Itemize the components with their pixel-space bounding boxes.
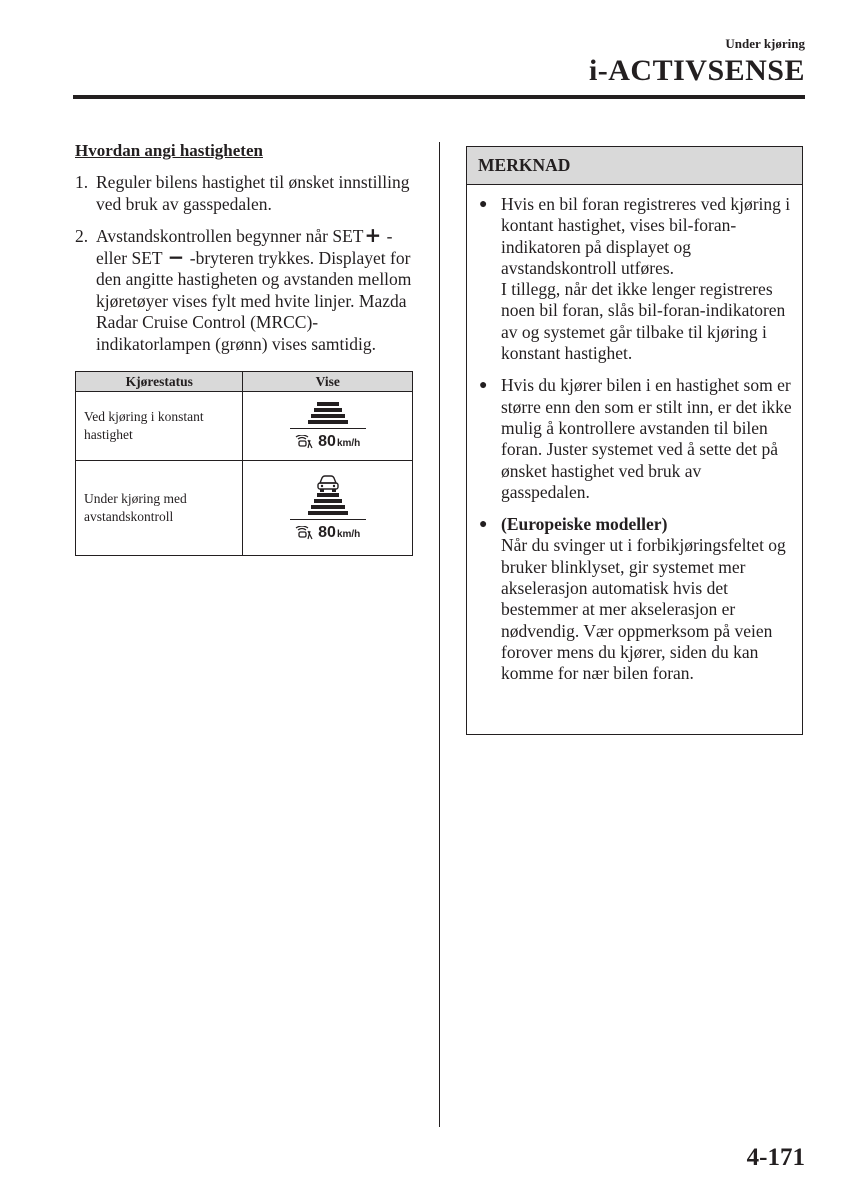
bullet-icon: ● xyxy=(479,378,488,394)
step-number: 1. xyxy=(75,172,89,192)
step-text-part: - eller SET xyxy=(96,226,393,268)
step-text: Reguler bilens hastighet til ønsket innstilling ved bruk av gasspedalen. xyxy=(96,172,410,214)
display-cell xyxy=(243,461,413,556)
step-text-part: -bryteren trykkes. Displayet for den angitte hastigheten og avstanden mellom kjøretøyer vises fylt med hvite linjer. Mazda Radar Cruise Control (MRCC)-indikatorlampen (grønn) vises samtidig. xyxy=(96,247,412,354)
distance-bars xyxy=(283,493,373,517)
cruise-display xyxy=(283,402,373,451)
notice-box xyxy=(466,146,803,735)
distance-bars xyxy=(283,402,373,426)
notice-item-text xyxy=(501,375,792,503)
notice-item xyxy=(479,194,792,364)
notice-item-text xyxy=(501,514,792,684)
minus-symbol: − xyxy=(167,244,185,269)
table-header-row xyxy=(76,372,413,392)
ground-line xyxy=(290,519,366,520)
notice-title: MERKNAD xyxy=(467,147,802,185)
distance-bar xyxy=(314,408,342,412)
set-speed-value: 80 xyxy=(318,523,336,541)
table-row xyxy=(76,461,413,556)
distance-bar xyxy=(317,402,339,406)
page-title: i-ACTIVSENSE xyxy=(588,54,805,87)
distance-bar xyxy=(308,420,348,424)
bullet-icon: ● xyxy=(479,517,488,533)
notice-text: Hvis en bil foran registreres ved kjøring i kontant hastighet, vises bil-foran-indikatoren på displayet og avstandskontroll utføres. xyxy=(501,194,791,278)
section-label: Under kjøring xyxy=(725,36,805,51)
step-text xyxy=(96,223,415,355)
step-number: 2. xyxy=(75,226,89,246)
radar-cruise-icon xyxy=(295,435,313,449)
step-text-part: Avstandskontrollen begynner når SET xyxy=(96,226,364,246)
notice-item xyxy=(479,514,792,684)
distance-bar xyxy=(311,414,345,418)
speed-unit: km/h xyxy=(336,437,361,449)
notice-lead: (Europeiske modeller) xyxy=(501,514,668,535)
distance-bar xyxy=(317,493,339,497)
set-speed-value: 80 xyxy=(318,432,336,450)
plus-symbol: + xyxy=(364,223,382,247)
notice-text: Hvis du kjører bilen i en hastighet som er større enn den som er stilt inn, er det ikke mulig å kontrollere avstanden til bilen foran. Juster systemet ved å sette det på ønsket hastighet ved bruk av gasspedalen. xyxy=(501,375,792,502)
driving-status-table xyxy=(75,371,413,556)
bullet-icon: ● xyxy=(479,197,488,212)
notice-list xyxy=(467,185,802,685)
section-heading: Hvordan angi hastigheten xyxy=(75,141,263,160)
speed-readout xyxy=(283,524,373,542)
speed-readout xyxy=(283,433,373,451)
speed-unit: km/h xyxy=(336,528,361,540)
table-header-display: Vise xyxy=(243,372,413,392)
notice-item-text xyxy=(501,194,792,364)
table-header-status: Kjørestatus xyxy=(76,372,243,392)
ground-line xyxy=(290,428,366,429)
status-cell: Under kjøring med avstandskontroll xyxy=(76,461,243,556)
left-column xyxy=(75,140,415,556)
notice-text: I tillegg, når det ikke lenger registreres noen bil foran, slås bil-foran-indikatoren av og systemet går tilbake til kjøring i konstant hastighet. xyxy=(501,279,786,364)
table-row xyxy=(76,392,413,461)
distance-bar xyxy=(308,511,348,515)
step-1 xyxy=(75,172,415,215)
steps-list xyxy=(75,172,415,355)
status-cell: Ved kjøring i konstant hastighet xyxy=(76,392,243,461)
header-rule xyxy=(73,95,805,99)
radar-cruise-icon xyxy=(295,526,313,540)
cruise-display xyxy=(283,475,373,542)
column-divider xyxy=(439,142,440,1127)
page-number: 4-171 xyxy=(746,1144,805,1171)
step-2 xyxy=(75,223,415,355)
display-cell xyxy=(243,392,413,461)
notice-text: Når du svinger ut i forbikjøringsfeltet og bruker blinklyset, gir systemet mer akselerasjon automatisk hvis det bestemmer at mer akselerasjon er nødvendig. Vær oppmerksom på veien forover mens du kjører, siden du kan komme for nær bilen foran. xyxy=(501,535,786,684)
car-ahead-icon xyxy=(316,475,340,492)
distance-bar xyxy=(314,499,342,503)
distance-bar xyxy=(311,505,345,509)
notice-item xyxy=(479,375,792,503)
